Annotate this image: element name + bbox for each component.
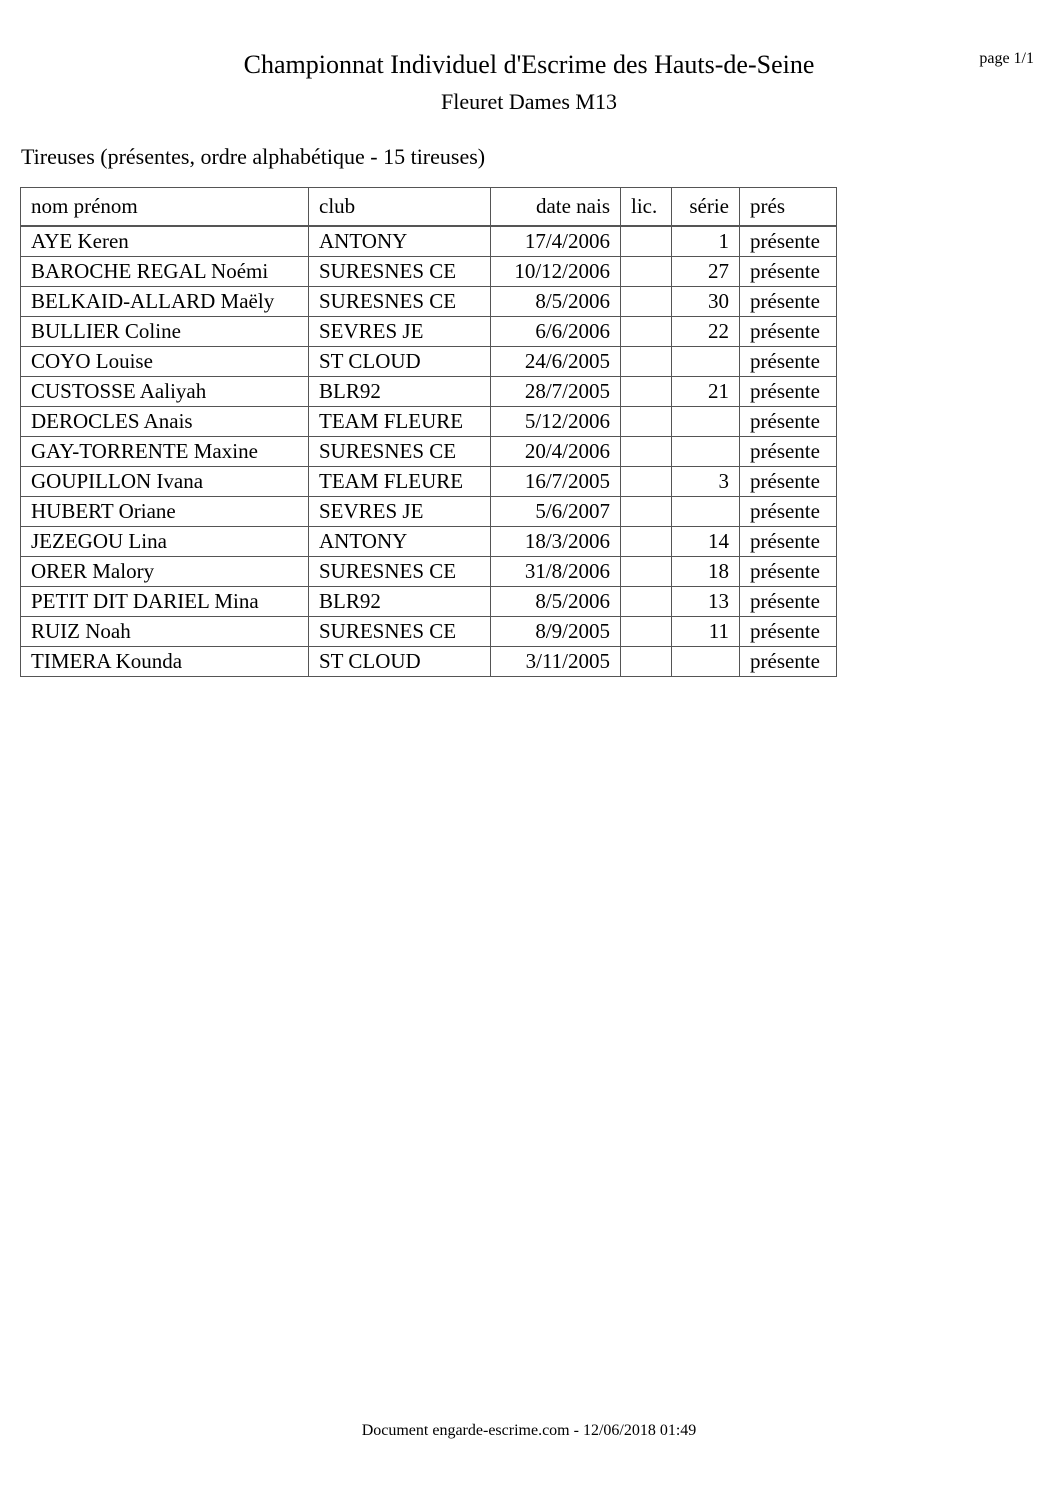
cell-birthdate: 5/12/2006 bbox=[491, 406, 621, 436]
table-row bbox=[21, 286, 837, 316]
cell-club: SURESNES CE bbox=[309, 616, 491, 646]
cell-presence: présente bbox=[740, 346, 837, 376]
cell-birthdate: 31/8/2006 bbox=[491, 556, 621, 586]
column-header-name: nom prénom bbox=[21, 188, 309, 226]
cell-name: COYO Louise bbox=[21, 346, 309, 376]
cell-name: GOUPILLON Ivana bbox=[21, 466, 309, 496]
cell-licence bbox=[621, 256, 672, 286]
cell-club: TEAM FLEURE bbox=[309, 406, 491, 436]
cell-presence: présente bbox=[740, 556, 837, 586]
cell-name: TIMERA Kounda bbox=[21, 646, 309, 676]
cell-name: BULLIER Coline bbox=[21, 316, 309, 346]
cell-presence: présente bbox=[740, 316, 837, 346]
cell-licence bbox=[621, 406, 672, 436]
cell-birthdate: 28/7/2005 bbox=[491, 376, 621, 406]
table-row bbox=[21, 616, 837, 646]
table-row bbox=[21, 496, 837, 526]
cell-licence bbox=[621, 556, 672, 586]
table-header-row bbox=[21, 188, 837, 226]
cell-seed: 18 bbox=[672, 556, 740, 586]
cell-seed: 11 bbox=[672, 616, 740, 646]
cell-licence bbox=[621, 496, 672, 526]
table-row bbox=[21, 436, 837, 466]
document-title: Championnat Individuel d'Escrime des Hauts-de-Seine bbox=[243, 50, 815, 79]
cell-licence bbox=[621, 646, 672, 676]
cell-licence bbox=[621, 436, 672, 466]
footer: Document engarde-escrime.com - 12/06/2018 01:49 bbox=[361, 1422, 697, 1439]
cell-presence: présente bbox=[740, 286, 837, 316]
cell-name: HUBERT Oriane bbox=[21, 496, 309, 526]
table-row bbox=[21, 406, 837, 436]
cell-birthdate: 5/6/2007 bbox=[491, 496, 621, 526]
cell-licence bbox=[621, 616, 672, 646]
cell-seed bbox=[672, 496, 740, 526]
cell-presence: présente bbox=[740, 466, 837, 496]
cell-name: JEZEGOU Lina bbox=[21, 526, 309, 556]
cell-birthdate: 10/12/2006 bbox=[491, 256, 621, 286]
cell-club: SURESNES CE bbox=[309, 256, 491, 286]
cell-club: BLR92 bbox=[309, 376, 491, 406]
table-row bbox=[21, 466, 837, 496]
cell-seed bbox=[672, 646, 740, 676]
cell-club: ANTONY bbox=[309, 526, 491, 556]
cell-presence: présente bbox=[740, 496, 837, 526]
cell-birthdate: 20/4/2006 bbox=[491, 436, 621, 466]
cell-name: DEROCLES Anais bbox=[21, 406, 309, 436]
cell-club: ST CLOUD bbox=[309, 346, 491, 376]
table-row bbox=[21, 556, 837, 586]
cell-seed: 30 bbox=[672, 286, 740, 316]
table-header bbox=[21, 188, 837, 226]
cell-club: SEVRES JE bbox=[309, 316, 491, 346]
cell-presence: présente bbox=[740, 226, 837, 257]
cell-birthdate: 3/11/2005 bbox=[491, 646, 621, 676]
table-row bbox=[21, 346, 837, 376]
cell-seed: 1 bbox=[672, 226, 740, 257]
cell-licence bbox=[621, 376, 672, 406]
cell-name: BELKAID-ALLARD Maëly bbox=[21, 286, 309, 316]
cell-name: RUIZ Noah bbox=[21, 616, 309, 646]
cell-presence: présente bbox=[740, 406, 837, 436]
page-number: page 1/1 bbox=[979, 50, 1034, 67]
cell-licence bbox=[621, 286, 672, 316]
cell-licence bbox=[621, 316, 672, 346]
cell-name: GAY-TORRENTE Maxine bbox=[21, 436, 309, 466]
fencers-table bbox=[20, 187, 837, 677]
cell-licence bbox=[621, 586, 672, 616]
cell-club: SURESNES CE bbox=[309, 556, 491, 586]
cell-presence: présente bbox=[740, 586, 837, 616]
cell-birthdate: 8/5/2006 bbox=[491, 286, 621, 316]
table-row bbox=[21, 256, 837, 286]
cell-seed: 27 bbox=[672, 256, 740, 286]
document-subtitle: Fleuret Dames M13 bbox=[441, 89, 617, 114]
column-header-birthdate: date nais bbox=[491, 188, 621, 226]
section-title: Tireuses (présentes, ordre alphabétique - 15 tireuses) bbox=[21, 144, 486, 169]
cell-licence bbox=[621, 346, 672, 376]
cell-name: AYE Keren bbox=[21, 226, 309, 257]
cell-club: TEAM FLEURE bbox=[309, 466, 491, 496]
column-header-presence: prés bbox=[740, 188, 837, 226]
cell-club: ST CLOUD bbox=[309, 646, 491, 676]
cell-name: PETIT DIT DARIEL Mina bbox=[21, 586, 309, 616]
cell-name: BAROCHE REGAL Noémi bbox=[21, 256, 309, 286]
table-row bbox=[21, 526, 837, 556]
cell-seed: 22 bbox=[672, 316, 740, 346]
table-row bbox=[21, 646, 837, 676]
cell-club: ANTONY bbox=[309, 226, 491, 257]
cell-club: SURESNES CE bbox=[309, 436, 491, 466]
cell-licence bbox=[621, 526, 672, 556]
cell-seed: 21 bbox=[672, 376, 740, 406]
cell-birthdate: 16/7/2005 bbox=[491, 466, 621, 496]
cell-birthdate: 8/9/2005 bbox=[491, 616, 621, 646]
cell-birthdate: 6/6/2006 bbox=[491, 316, 621, 346]
cell-seed bbox=[672, 346, 740, 376]
cell-name: ORER Malory bbox=[21, 556, 309, 586]
cell-name: CUSTOSSE Aaliyah bbox=[21, 376, 309, 406]
cell-seed: 13 bbox=[672, 586, 740, 616]
cell-presence: présente bbox=[740, 256, 837, 286]
table-body bbox=[21, 226, 837, 677]
cell-club: SURESNES CE bbox=[309, 286, 491, 316]
cell-seed bbox=[672, 436, 740, 466]
column-header-seed: série bbox=[672, 188, 740, 226]
cell-licence bbox=[621, 466, 672, 496]
cell-presence: présente bbox=[740, 376, 837, 406]
table-row bbox=[21, 226, 837, 257]
cell-club: BLR92 bbox=[309, 586, 491, 616]
table-row bbox=[21, 316, 837, 346]
cell-seed: 3 bbox=[672, 466, 740, 496]
cell-presence: présente bbox=[740, 436, 837, 466]
table-row bbox=[21, 586, 837, 616]
cell-presence: présente bbox=[740, 616, 837, 646]
cell-birthdate: 17/4/2006 bbox=[491, 226, 621, 257]
cell-birthdate: 24/6/2005 bbox=[491, 346, 621, 376]
column-header-club: club bbox=[309, 188, 491, 226]
cell-seed bbox=[672, 406, 740, 436]
cell-licence bbox=[621, 226, 672, 257]
cell-seed: 14 bbox=[672, 526, 740, 556]
column-header-licence: lic. bbox=[621, 188, 672, 226]
cell-club: SEVRES JE bbox=[309, 496, 491, 526]
cell-birthdate: 8/5/2006 bbox=[491, 586, 621, 616]
cell-presence: présente bbox=[740, 646, 837, 676]
table-row bbox=[21, 376, 837, 406]
cell-birthdate: 18/3/2006 bbox=[491, 526, 621, 556]
cell-presence: présente bbox=[740, 526, 837, 556]
